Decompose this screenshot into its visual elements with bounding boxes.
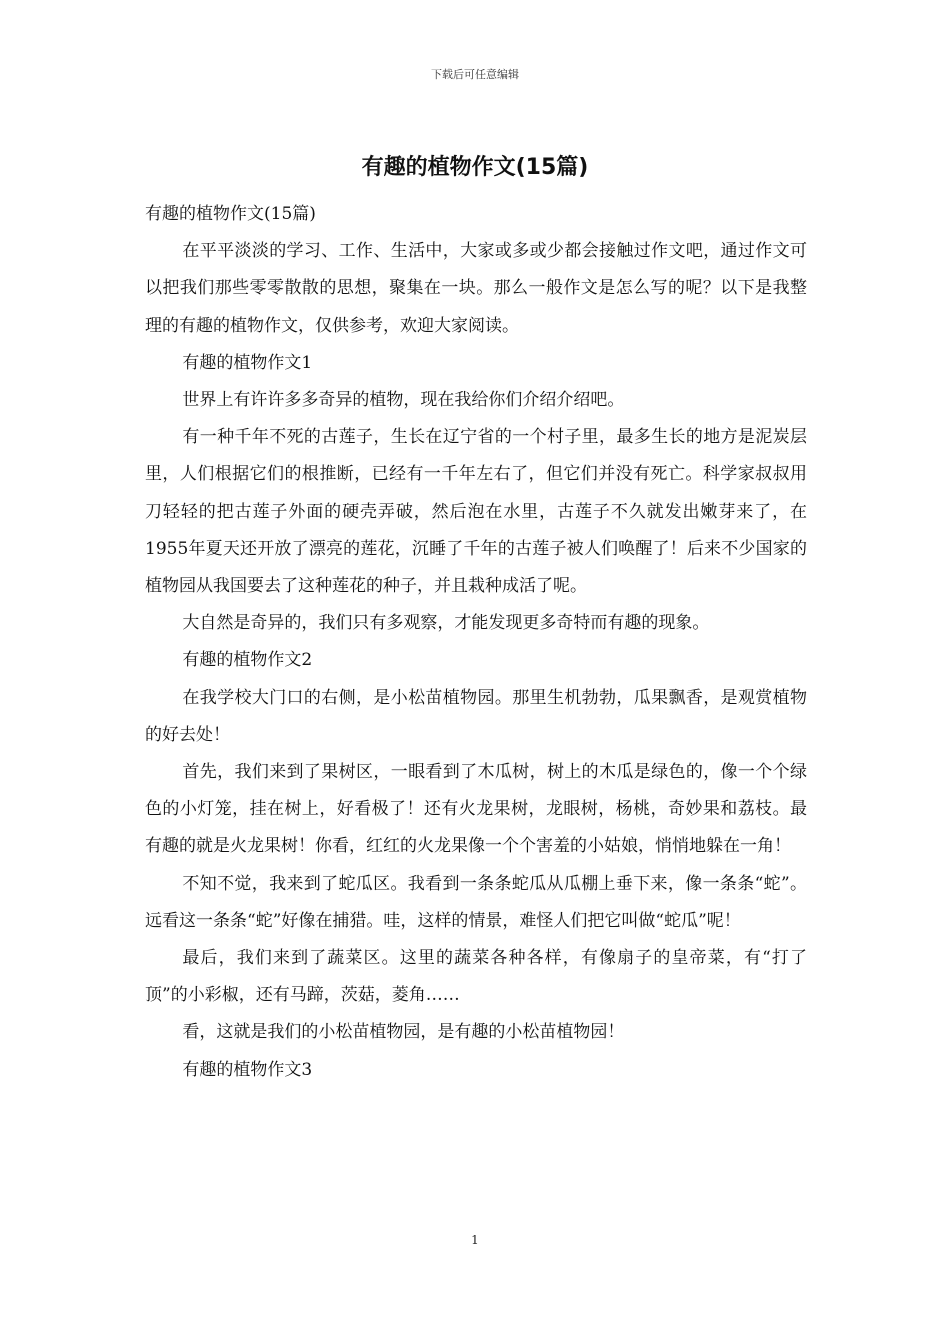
intro-paragraph: 在平平淡淡的学习、工作、生活中，大家或多或少都会接触过作文吧，通过作文可以把我们那些零零散散的思想，聚集在一块。那么一般作文是怎么写的呢？以下是我整理的有趣的植物作文，仅供参考，欢迎大家阅读。	[145, 241, 807, 336]
body-paragraph: 世界上有许许多多奇异的植物，现在我给你们介绍介绍吧。	[182, 390, 625, 411]
body-paragraph: 大自然是奇异的，我们只有多观察，才能发现更多奇特而有趣的现象。	[182, 613, 710, 634]
section-heading-1: 有趣的植物作文1	[182, 352, 313, 373]
body-paragraph: 有一种千年不死的古莲子，生长在辽宁省的一个村子里，最多生长的地方是泥炭层里，人们根据它们的根推断，已经有一千年左右了，但它们并没有死亡。科学家叔叔用刀轻轻的把古莲子外面的硬壳弄破，然后泡在水里，古莲子不久就发出嫩芽来了，在1955年夏天还开放了漂亮的莲花，沉睡了千年的古莲子被人们唤醒了！后来不少国家的植物园从我国要去了这种莲花的种子，并且栽种成活了呢。	[145, 427, 807, 597]
section-heading-3: 有趣的植物作文3	[182, 1059, 313, 1080]
body-paragraph: 在我学校大门口的右侧，是小松苗植物园。那里生机勃勃，瓜果飘香，是观赏植物的好去处！	[145, 687, 807, 745]
page-number: 1	[471, 1233, 479, 1247]
body-paragraph: 不知不觉，我来到了蛇瓜区。我看到一条条蛇瓜从瓜棚上垂下来，像一条条“蛇”。远看这一条条“蛇”好像在捕猎。哇，这样的情景，难怪人们把它叫做“蛇瓜”呢！	[145, 873, 807, 931]
body-paragraph: 最后，我们来到了蔬菜区。这里的蔬菜各种各样，有像扇子的皇帝菜，有“打了顶”的小彩椒，还有马蹄，茨菇，菱角……	[145, 948, 807, 1006]
document-body	[145, 196, 807, 1089]
section-heading-2: 有趣的植物作文2	[182, 650, 313, 671]
document-title: 有趣的植物作文(15篇)	[361, 155, 589, 180]
body-paragraph: 首先，我们来到了果树区，一眼看到了木瓜树，树上的木瓜是绿色的，像一个个绿色的小灯笼，挂在树上，好看极了！还有火龙果树，龙眼树，杨桃，奇妙果和荔枝。最有趣的就是火龙果树！你看，红红的火龙果像一个个害羞的小姑娘，悄悄地躲在一角！	[145, 762, 807, 857]
subtitle-paragraph: 有趣的植物作文(15篇)	[145, 204, 316, 224]
body-paragraph: 看，这就是我们的小松苗植物园，是有趣的小松苗植物园！	[182, 1022, 625, 1043]
header-note: 下载后可任意编辑	[431, 68, 519, 81]
